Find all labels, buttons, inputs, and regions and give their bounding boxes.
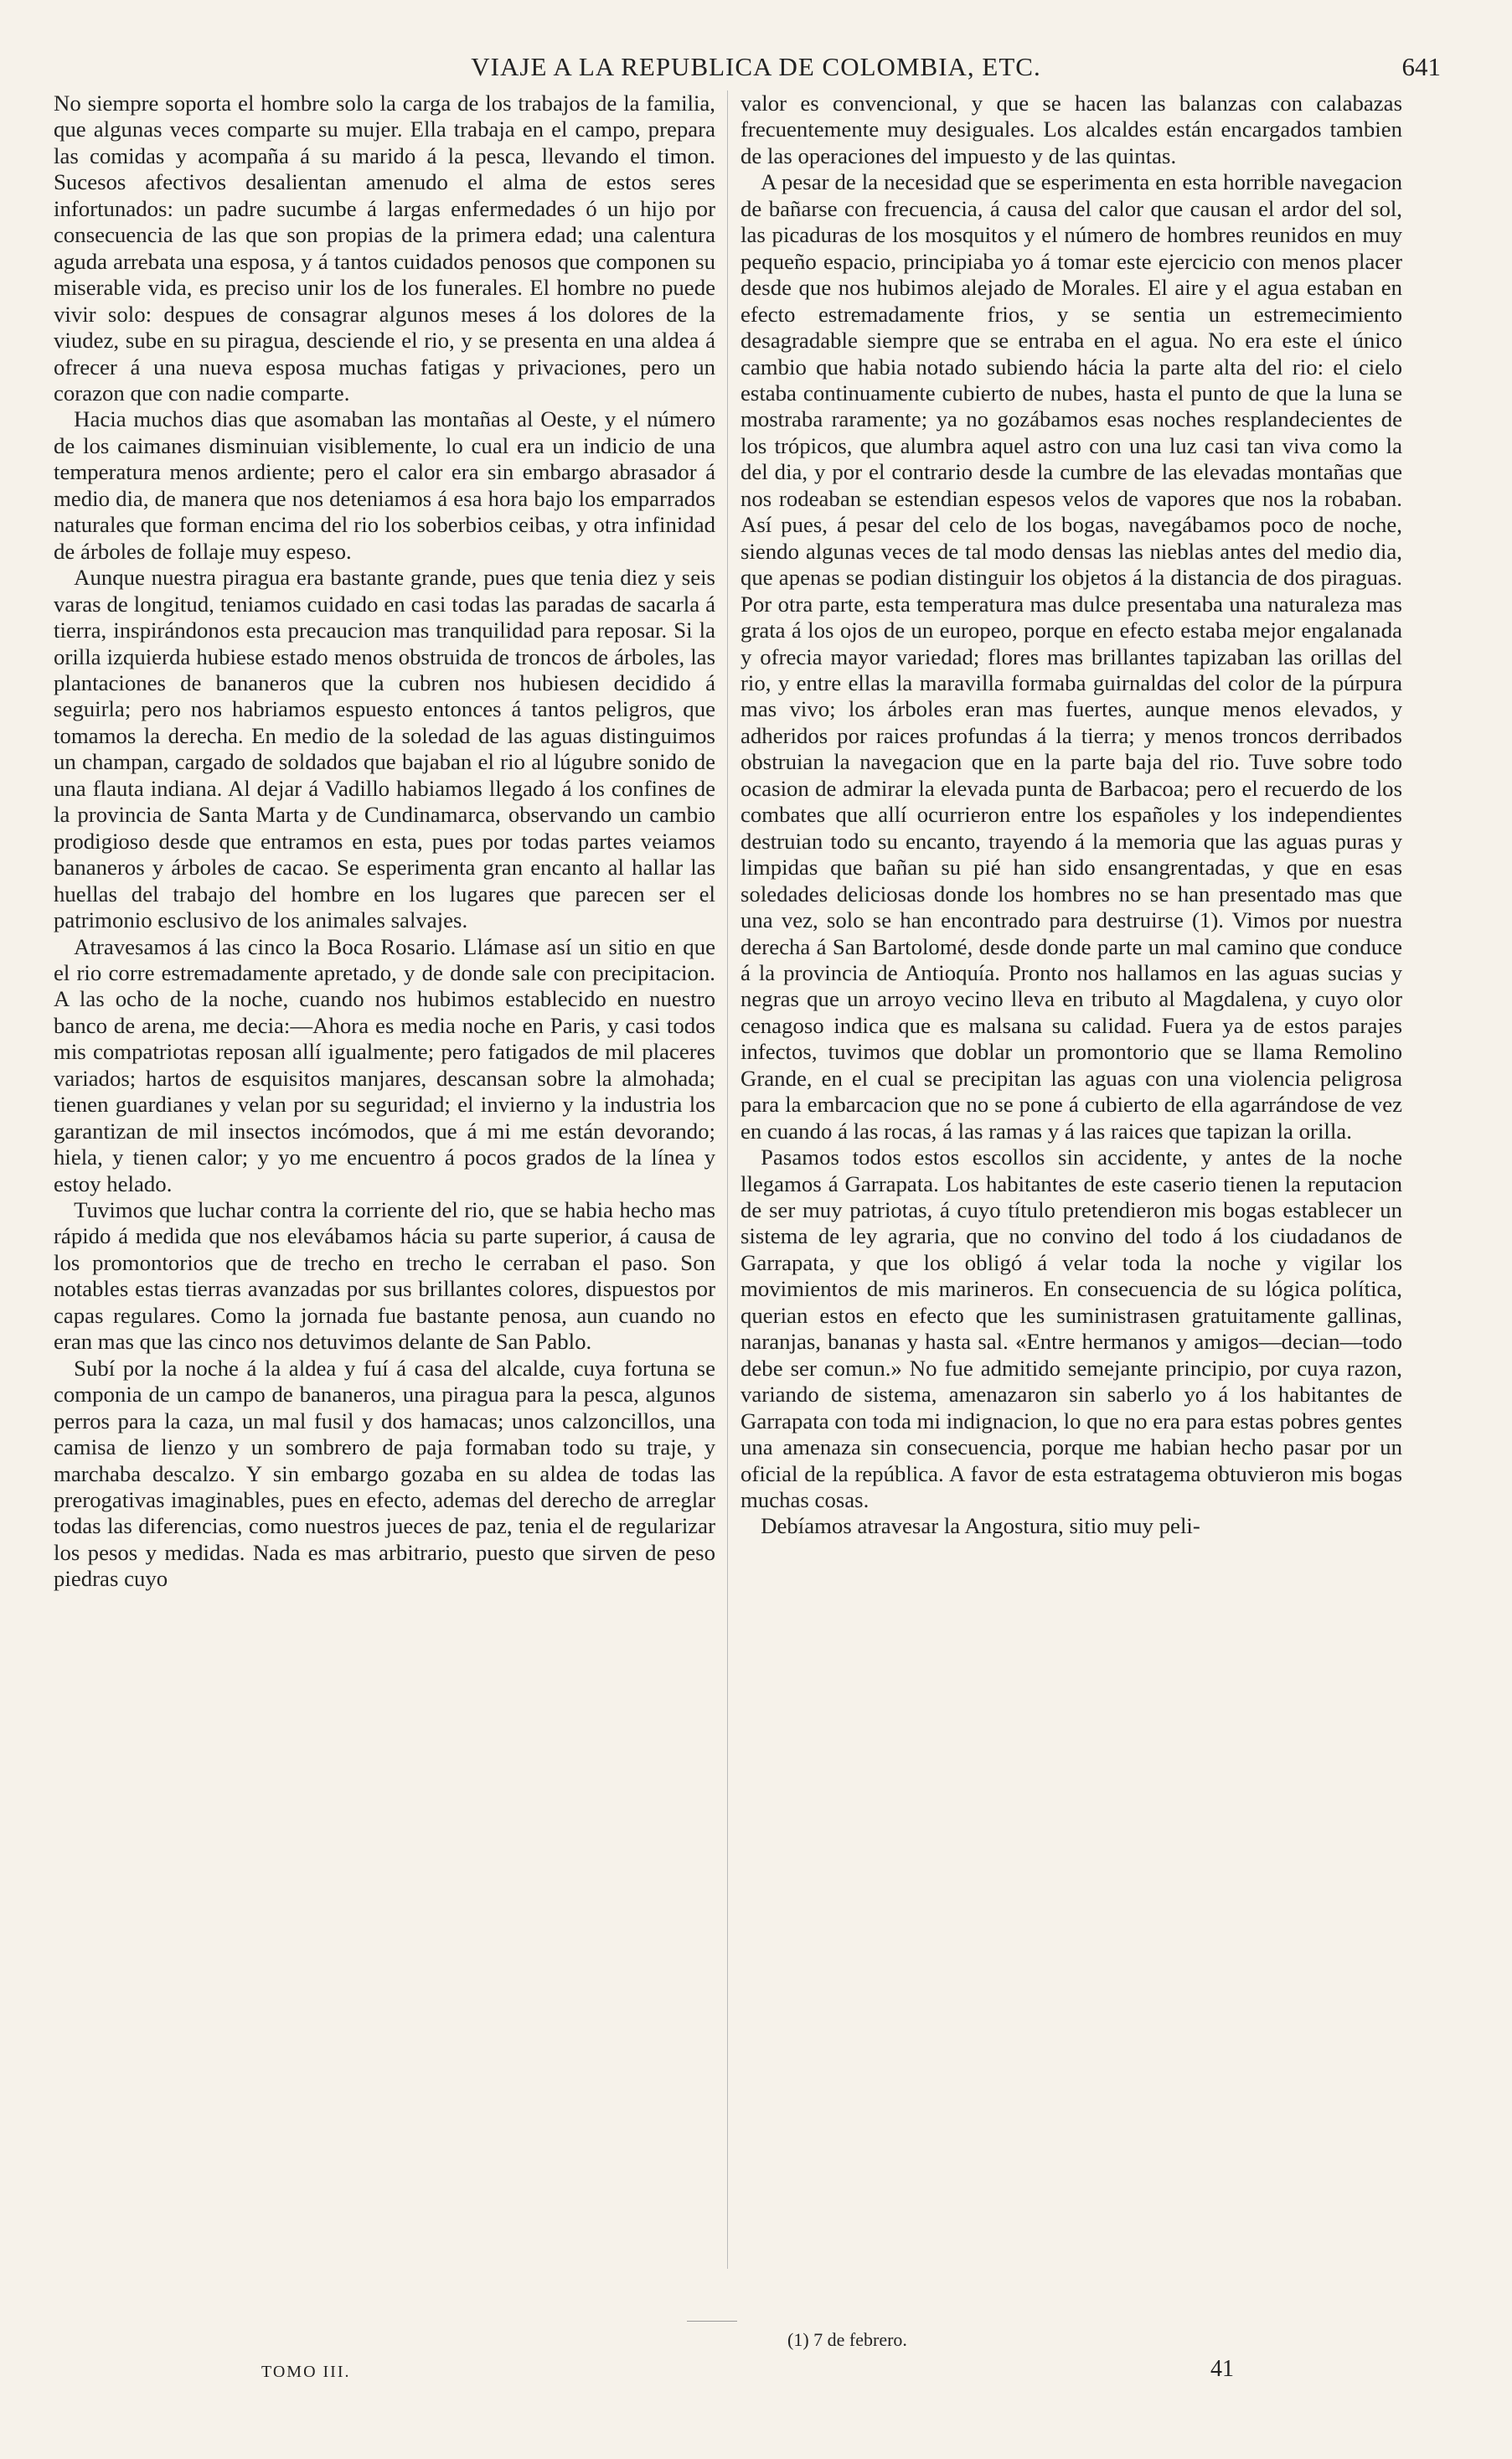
paragraph: No siempre soporta el hombre solo la carga de los trabajos de la familia, que algunas veces comparte su mujer. Ella trabaja en el campo, prepara las comidas y acompaña á su marido á la pesca, llevando el timon. Sucesos afectivos desalientan amenudo el alma de estos seres infortunados: un padre sucumbe á largas enfermedades ó un hijo por consecuencia de las que son propias de la primera edad; una calentura aguda arrebata una esposa, y á tantos cuidados penosos que componen su miserable vida, es preciso unir los de los funerales. El hombre no puede vivir solo: despues de consagrar algunos meses á los dolores de la viudez, sube en su piragua, desciende el rio, y se presenta en una aldea á ofrecer á una nueva esposa muchas fatigas y privaciones, pero un corazon que con nadie comparte.: [54, 90, 715, 406]
text-columns: [54, 90, 1402, 2311]
column-divider: [727, 90, 728, 2269]
volume-label: TOMO III.: [261, 2363, 351, 2381]
paragraph: Hacia muchos dias que asomaban las montañas al Oeste, y el número de los caimanes disminuian visiblemente, lo cual era un indicio de una temperatura menos ardiente; pero el calor era sin embargo abrasador á medio dia, de manera que nos deteniamos á esa hora bajo los emparrados naturales que forman encima del rio los soberbios ceibas, y otra infinidad de árboles de follaje muy espeso.: [54, 406, 715, 564]
paragraph: Atravesamos á las cinco la Boca Rosario. Llámase así un sitio en que el rio corre estremadamente apretado, y de donde sale con precipitacion. A las ocho de la noche, cuando nos hubimos establecido en nuestro banco de arena, me decia:—Ahora es media noche en Paris, y casi todos mis compatriotas reposan allí igualmente; pero fatigados de mil placeres variados; hartos de esquisitos manjares, descansan sobre la almohada; tienen guardianes y velan por su seguridad; el invierno y la industria los garantizan de mil insectos incómodos, que á mi me están devorando; hiela, y tienen calor; y yo me encuentro á pocos grados de la línea y estoy helado.: [54, 933, 715, 1196]
paragraph: Debíamos atravesar la Angostura, sitio muy peli-: [761, 1513, 1200, 1539]
paragraph: Aunque nuestra piragua era bastante grande, pues que tenia diez y seis varas de longitud, teniamos cuidado en casi todas las paradas de sacarla á tierra, inspirándonos esta precaucion mas tranquilidad para reposar. Si la orilla izquierda hubiese estado menos obstruida de troncos de árboles, las plantaciones de bananeros que la cubren nos hubiesen decidido á seguirla; pero nos habriamos espuesto entonces á tantos peligros, que tomamos la derecha. En medio de la soledad de las aguas distinguimos un champan, cargado de soldados que bajaban el rio al lúgubre sonido de una flauta indiana. Al dejar á Vadillo habiamos llegado á los confines de la provincia de Santa Marta y de Cundinamarca, observando un cambio prodigioso desde que entramos en esta, pues por todas partes veiamos bananeros y árboles de cacao. Se esperimenta gran encanto al hallar las huellas del trabajo del hombre en los lugares que parecen ser el patrimonio esclusivo de los animales salvajes.: [54, 565, 715, 933]
signature-mark: 41: [1210, 2356, 1234, 2382]
paragraph: Subí por la noche á la aldea y fuí á casa del alcalde, cuya fortuna se componia de un campo de bananeros, una piragua para la pesca, algunos perros para la caza, un mal fusil y dos hamacas; unos calzoncillos, una camisa de lienzo y un sombrero de paja formaban todo su traje, y marchaba descalzo. Y sin embargo gozaba en su aldea de todas las prerogativas imaginables, pues en efecto, ademas del derecho de arreglar todas las diferencias, como nuestros jueces de paz, tenia el de regularizar los pesos y medidas. Nada es mas arbitrario, puesto que sirven de peso piedras cuyo: [54, 1355, 715, 1592]
footnote: (1) 7 de febrero.: [787, 2329, 907, 2350]
page-number: 641: [1401, 52, 1441, 81]
page-header: [59, 52, 1453, 87]
paragraph: valor es convencional, y que se hacen las balanzas con calabazas frecuentemente muy desiguales. Los alcaldes están encargados tambien de las operaciones del impuesto y de las quintas.: [741, 90, 1402, 168]
paragraph: A pesar de la necesidad que se esperimenta en esta horrible navegacion de bañarse con frecuencia, á causa del calor que causan el ardor del sol, las picaduras de los mosquitos y el número de hombres reunidos en muy pequeño espacio, principiaba yo á tomar este ejercicio con menos placer desde que nos hubimos alejado de Morales. El aire y el agua estaban en efecto estremadamente frios, y se sentia un estremecimiento desagradable siempre que se entraba en el agua. No era este el único cambio que habia notado subiendo hácia la parte alta del rio: el cielo estaba continuamente cubierto de nubes, hasta el punto de que la luna se mostraba raramente; ya no gozábamos esas noches resplandecientes de los trópicos, que alumbra aquel astro con una luz casi tan viva como la del dia, y por el contrario desde la cumbre de las elevadas montañas que nos rodeaban se estendian espesos velos de vapores que nos la robaban. Así pues, á pesar del celo de los bogas, navegábamos poco de noche, siendo algunas veces de tal modo densas las nieblas antes del medio dia, que apenas se podian distinguir los objetos á la distancia de dos piraguas. Por otra parte, esta temperatura mas dulce presentaba una naturaleza mas grata á los ojos de un europeo, porque en efecto estaba mejor engalanada y ofrecia mayor variedad; flores mas brillantes tapizaban las orillas del rio, y entre ellas la maravilla formaba guirnaldas del color de la púrpura mas vivo; los árboles eran mas fuertes, aunque menos elevados, y adheridos por raices profundas á la tierra; y menos troncos derribados obstruian la navegacion que en la parte baja del rio. Tuve sobre todo ocasion de admirar la elevada punta de Barbacoa; pero el recuerdo de los combates que allí ocurrieron entre los españoles y los independientes destruian todo su encanto, trayendo á la memoria que las aguas puras y limpidas que bañan su pié han sido ensangrentadas, y que en esas soledades deliciosas donde los hombres no se han presentado mas que una vez, solo se han encontrado para destruirse (1). Vimos por nuestra derecha á San Bartolomé, desde donde parte un mal camino que conduce á la provincia de Antioquía. Pronto nos hallamos en las aguas sucias y negras que un arroyo vecino lleva en tributo al Magdalena, y cuyo olor cenagoso indica que es malsana su calidad. Fuera ya de estos parajes infectos, tuvimos que doblar un promontorio que se llama Remolino Grande, en el cual se precipitan las aguas con una violencia peligrosa para la embarcacion que no se pone á cubierto de ella agarrándose de vez en cuando á las rocas, á las ramas y á las raices que tapizan la orilla.: [741, 169, 1402, 1144]
right-column: [741, 90, 1402, 2311]
running-title: VIAJE A LA REPUBLICA DE COLOMBIA, ETC.: [471, 52, 1041, 81]
paragraph: Pasamos todos estos escollos sin accidente, y antes de la noche llegamos á Garrapata. Los habitantes de este caserio tienen la reputacion de ser muy patriotas, á cuyo título pretendieron mis bogas establecer un sistema de ley agraria, que no convino del todo á los ciudadanos de Garrapata, y que los obligó á velar toda la noche y vigilar los movimientos de mis marineros. En consecuencia de su lógica política, querian estos en efecto que les suministrasen gratuitamente gallinas, naranjas, bananas y hasta sal. «Entre hermanos y amigos—decian—todo debe ser comun.» No fue admitido semejante principio, por cuya razon, variando de sistema, amenazaron sin saberlo yo á los habitantes de Garrapata con toda mi indignacion, lo que no era para estas pobres gentes una amenaza sin consecuencia, porque me habian hecho pasar por un oficial de la república. A favor de esta estratagema obtuvieron mis bogas muchas cosas.: [741, 1144, 1402, 1513]
footnote-divider: [687, 2321, 737, 2322]
paragraph: Tuvimos que luchar contra la corriente del rio, que se habia hecho mas rápido á medida que nos elevábamos hácia su parte superior, á causa de los promontorios que de trecho en trecho le cerraban el paso. Son notables estas tierras avanzadas por sus brillantes colores, dispuestos por capas regulares. Como la jornada fue bastante penosa, aun cuando no eran mas que las cinco nos detuvimos delante de San Pablo.: [54, 1197, 715, 1355]
left-column: [54, 90, 715, 2311]
